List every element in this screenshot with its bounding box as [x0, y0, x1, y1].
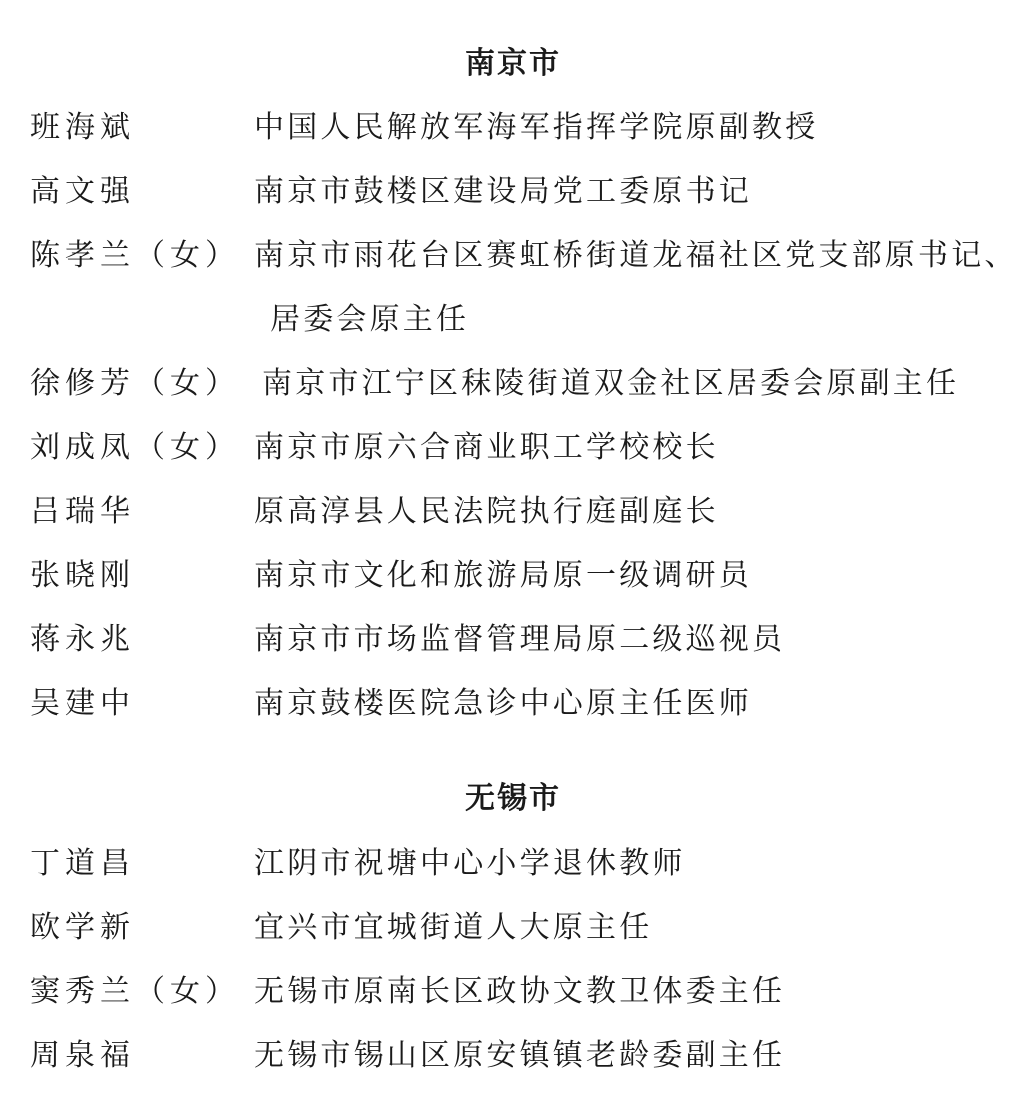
person-name: 刘成凤（女）: [30, 430, 240, 465]
person-name: 徐修芳（女）: [30, 366, 240, 401]
list-item: [0, 231, 1026, 281]
person-name: 欧学新: [30, 910, 135, 945]
person-name: 吕瑞华: [30, 494, 135, 529]
person-title-continued: 居委会原主任: [270, 302, 470, 337]
section-title-nanjing: 南京市: [465, 46, 561, 81]
list-item: [0, 487, 1026, 537]
person-name: 张晓刚: [30, 558, 135, 593]
person-title: 原高淳县人民法院执行庭副庭长: [254, 494, 719, 529]
person-title: 宜兴市宜城街道人大原主任: [254, 910, 653, 945]
list-item: [0, 615, 1026, 665]
list-item-continuation: [0, 295, 1026, 345]
person-title: 南京市原六合商业职工学校校长: [254, 430, 719, 465]
person-name: 蒋永兆: [30, 622, 135, 657]
section-title-wuxi: 无锡市: [465, 781, 561, 816]
person-name: 周泉福: [30, 1038, 135, 1073]
person-title: 南京市雨花台区赛虹桥街道龙福社区党支部原书记、: [254, 238, 1018, 273]
list-item: [0, 967, 1026, 1017]
list-item: [0, 679, 1026, 729]
list-item: [0, 1031, 1026, 1081]
list-item: [0, 551, 1026, 601]
person-title: 南京市文化和旅游局原一级调研员: [254, 558, 752, 593]
person-title: 南京鼓楼医院急诊中心原主任医师: [254, 686, 752, 721]
list-item: [0, 103, 1026, 153]
list-item: [0, 903, 1026, 953]
list-item: [0, 423, 1026, 473]
person-name: 窦秀兰（女）: [30, 974, 240, 1009]
person-name: 班海斌: [30, 110, 135, 145]
list-item: [0, 167, 1026, 217]
person-name: 丁道昌: [30, 846, 135, 881]
person-title: 南京市江宁区秣陵街道双金社区居委会原副主任: [262, 366, 960, 401]
person-name: 陈孝兰（女）: [30, 238, 240, 273]
person-title: 无锡市原南长区政协文教卫体委主任: [254, 974, 786, 1009]
person-name: 吴建中: [30, 686, 135, 721]
person-title: 无锡市锡山区原安镇镇老龄委副主任: [254, 1038, 786, 1073]
list-item: [0, 359, 1026, 409]
person-title: 南京市鼓楼区建设局党工委原书记: [254, 174, 752, 209]
person-name: 高文强: [30, 174, 135, 209]
person-title: 南京市市场监督管理局原二级巡视员: [254, 622, 786, 657]
list-item: [0, 839, 1026, 889]
person-title: 中国人民解放军海军指挥学院原副教授: [254, 110, 819, 145]
person-title: 江阴市祝塘中心小学退休教师: [254, 846, 686, 881]
